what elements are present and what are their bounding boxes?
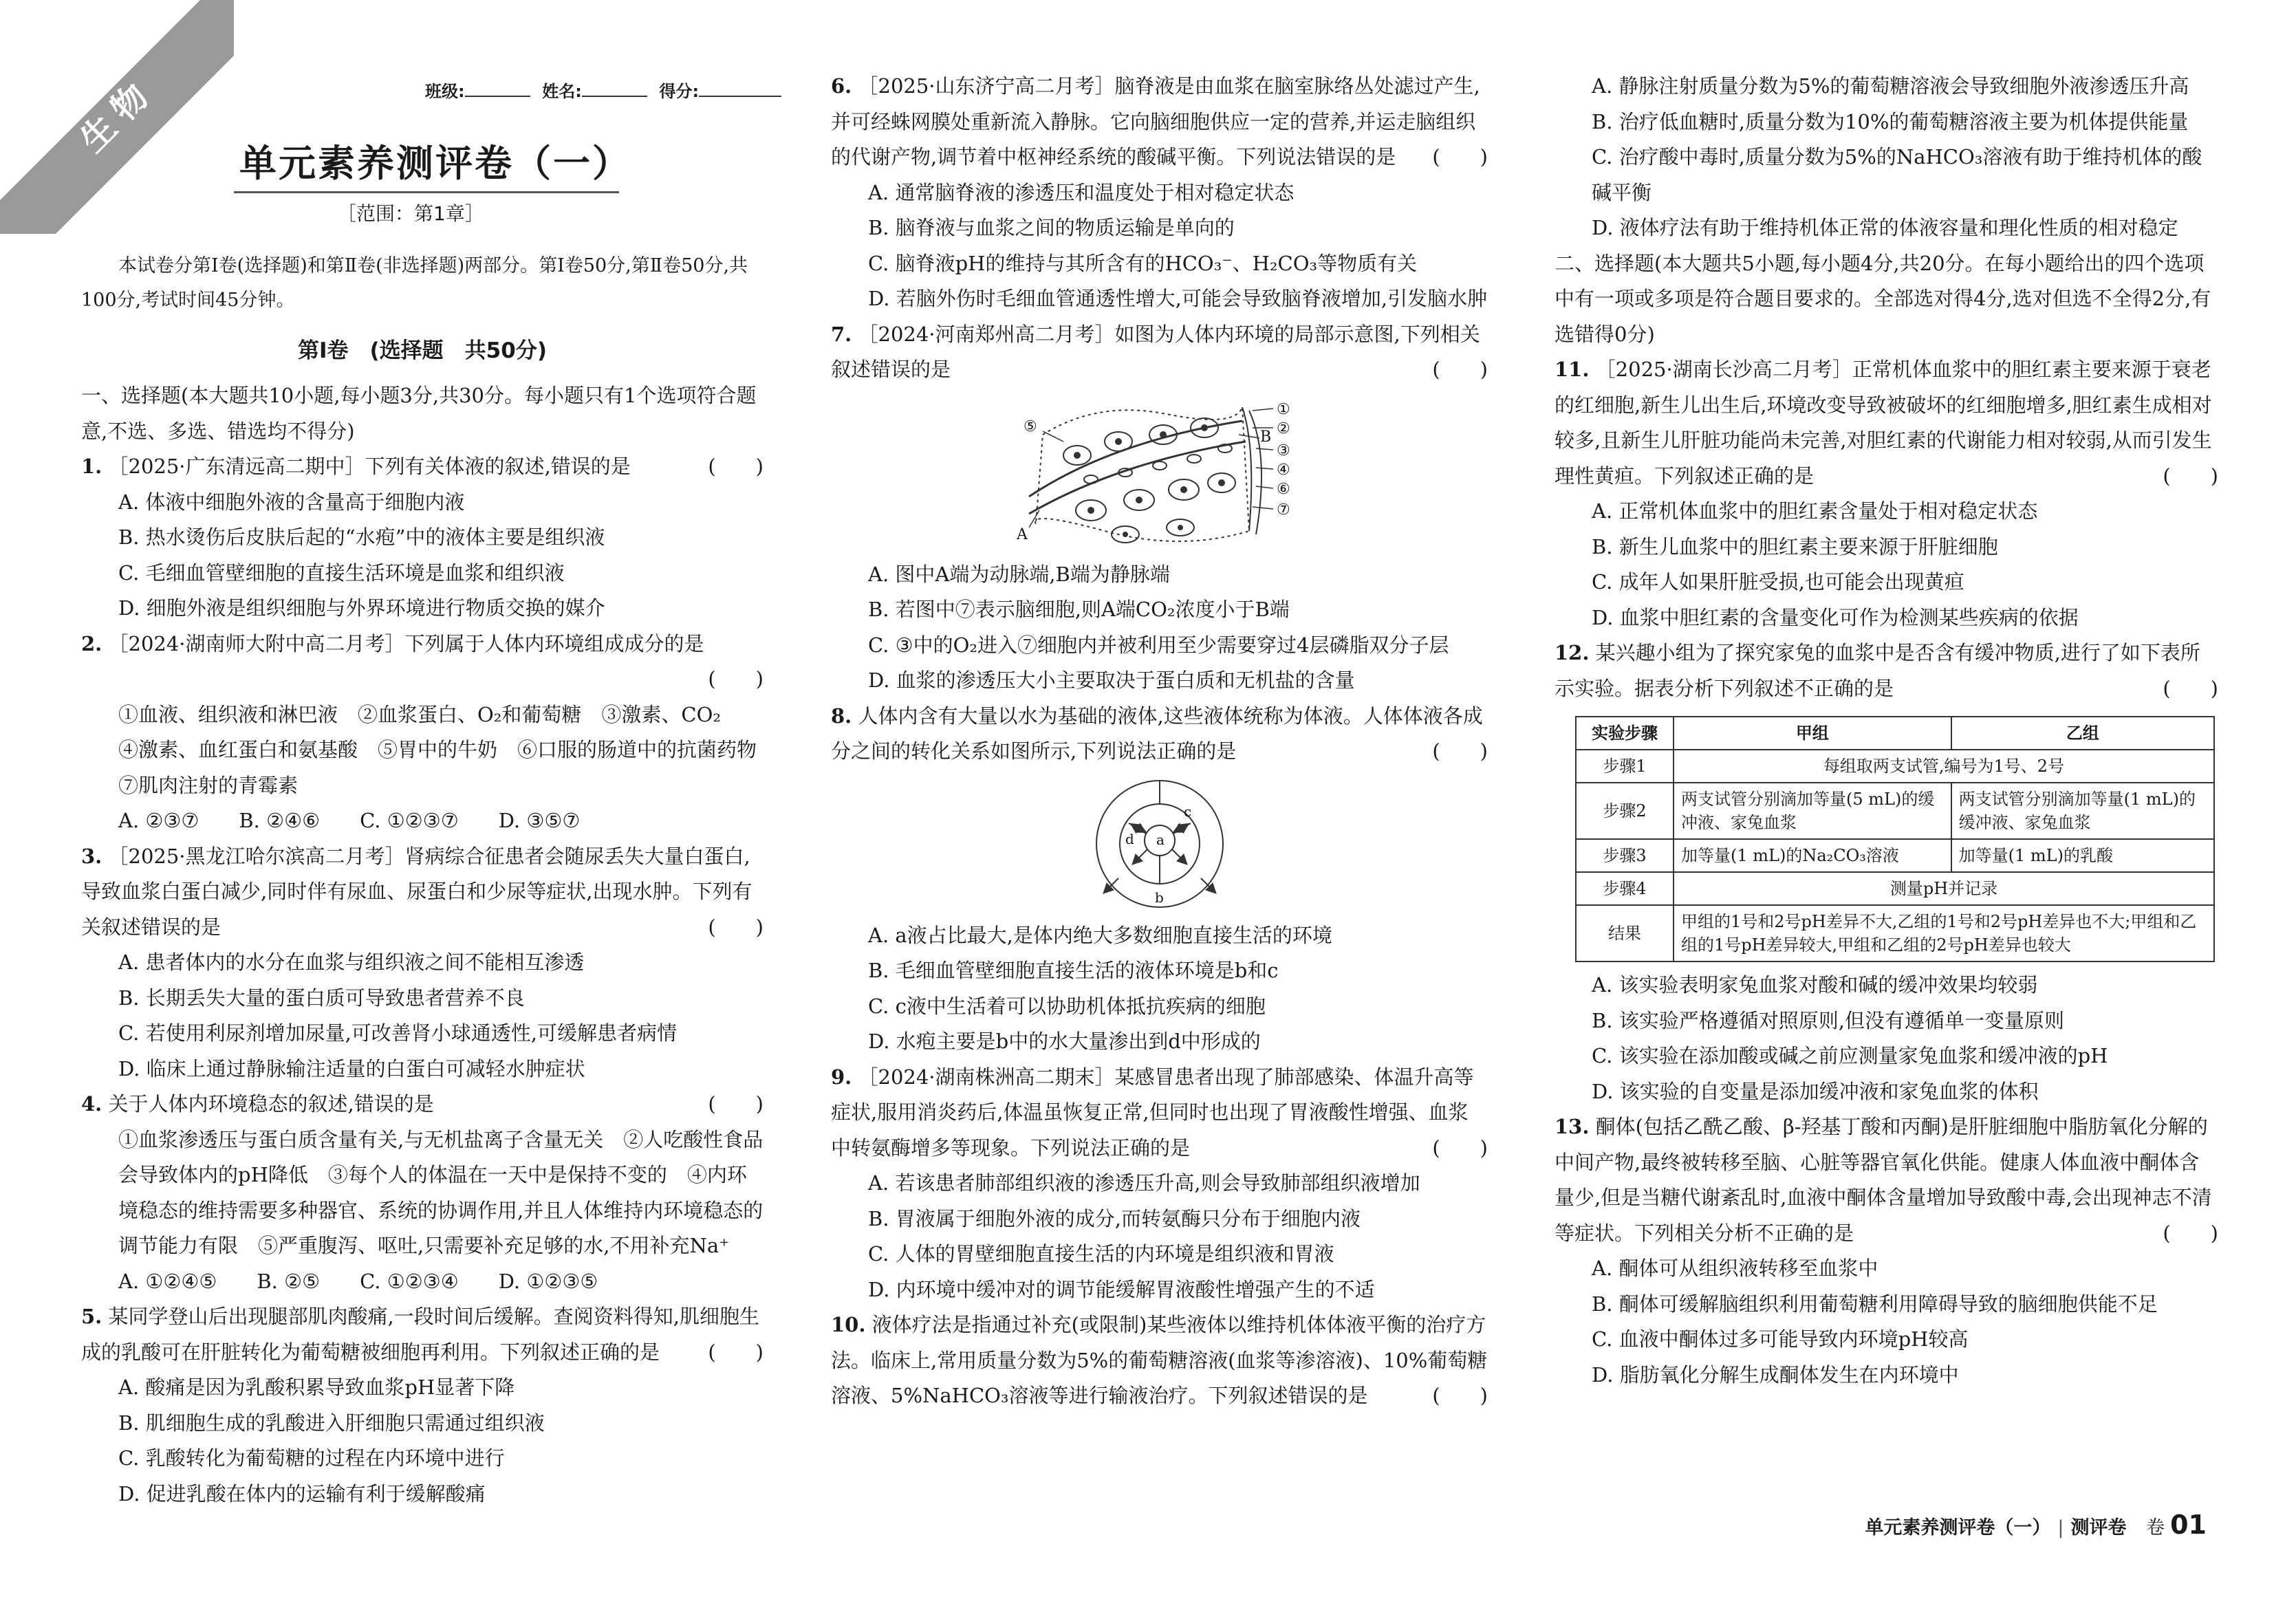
fig7-label-b: B xyxy=(1259,428,1271,446)
q3-answer-blank[interactable]: ( ) xyxy=(708,915,763,939)
table-cell: 测量pH并记录 xyxy=(1674,872,2214,905)
q8-option-c[interactable]: C. c液中生活着可以协助机体抵抗疾病的细胞 xyxy=(868,994,1266,1018)
title-rule xyxy=(234,191,619,193)
question-8 xyxy=(831,699,1488,1060)
q13-option-a[interactable]: A. 酮体可从组织液转移至血浆中 xyxy=(1592,1257,1878,1280)
q9-option-d[interactable]: D. 内环境中缓冲对的调节能缓解胃液酸性增强产生的不适 xyxy=(868,1277,1375,1301)
q6-num: 6. xyxy=(831,74,852,98)
table-cell-step: 步骤3 xyxy=(1576,839,1674,872)
q9-answer-blank[interactable]: ( ) xyxy=(1432,1136,1488,1160)
table-cell-step: 结果 xyxy=(1576,905,1674,961)
q12-option-a[interactable]: A. 该实验表明家兔血浆对酸和碱的缓冲效果均较弱 xyxy=(1592,973,2038,997)
table-cell: 加等量(1 mL)的Na₂CO₃溶液 xyxy=(1674,839,1951,872)
q13-option-d[interactable]: D. 脂肪氧化分解生成酮体发生在内环境中 xyxy=(1592,1362,1959,1387)
q3-option-b[interactable]: B. 长期丢失大量的蛋白质可导致患者营养不良 xyxy=(118,986,525,1010)
section-2-title: 二、选择题(本大题共5小题,每小题4分,共20分。在每小题给出的四个选项中有一项或多项是符合题目要求的。全部选对得4分,选对但选不全得2分,有选错得0分) xyxy=(1555,251,2211,346)
q13-stem: 酮体(包括乙酰乙酸、β-羟基丁酸和丙酮)是肝脏细胞中脂肪氧化分解的中间产物,最终被转移至脑、心脏等器官氧化供能。健康人体血液中酮体含量少,但是当糖代谢紊乱时,血液中酮体含量增加导致酸中毒,会出现神志不清等症状。下列相关分析不正确的是 xyxy=(1555,1115,2212,1245)
q5-option-a[interactable]: A. 酸痛是因为乳酸积累导致血浆pH显著下降 xyxy=(118,1376,515,1399)
q7-option-d[interactable]: D. 血浆的渗透压大小主要取决于蛋白质和无机盐的含量 xyxy=(868,669,1355,692)
q3-source: ［2025·黑龙江哈尔滨高二月考］ xyxy=(108,844,405,868)
question-6 xyxy=(831,69,1488,317)
q1-source: ［2025·广东清远高二期中］ xyxy=(108,455,365,478)
footer-roll: 卷 xyxy=(2146,1517,2165,1539)
page-title: 单元素养测评卷（一） xyxy=(239,142,631,185)
q4-answer-blank[interactable]: ( ) xyxy=(708,1092,763,1116)
body-fluid-relation-figure xyxy=(1091,775,1228,913)
q7-option-b[interactable]: B. 若图中⑦表示脑细胞,则A端CO₂浓度小于B端 xyxy=(868,598,1290,621)
q10-num: 10. xyxy=(831,1313,866,1336)
fig7-label-3: ③ xyxy=(1276,442,1290,459)
q13-answer-blank[interactable]: ( ) xyxy=(2163,1221,2218,1245)
q11-source: ［2025·湖南长沙高二月考］ xyxy=(1595,358,1852,381)
q5-option-c[interactable]: C. 乳酸转化为葡萄糖的过程在内环境中进行 xyxy=(118,1446,505,1470)
question-10 xyxy=(831,1307,1488,1414)
question-4 xyxy=(81,1087,763,1299)
q3-num: 3. xyxy=(81,844,102,868)
q1-option-b[interactable]: B. 热水烫伤后皮肤后起的“水疱”中的液体主要是组织液 xyxy=(118,525,605,549)
q4-stem: 关于人体内环境稳态的叙述,错误的是 xyxy=(108,1092,434,1116)
q10-answer-blank[interactable]: ( ) xyxy=(1432,1384,1488,1407)
q1-answer-blank[interactable]: ( ) xyxy=(708,455,763,478)
q2-num: 2. xyxy=(81,631,102,655)
q1-option-a[interactable]: A. 体液中细胞外液的含量高于细胞内液 xyxy=(118,490,465,514)
q2-items-2: ④激素、血红蛋白和氨基酸 ⑤胃中的牛奶 ⑥口服的肠道中的抗菌药物 ⑦肌肉注射的青霉素 xyxy=(118,738,777,797)
q3-option-c[interactable]: C. 若使用利尿剂增加尿量,可改善肾小球通透性,可缓解患者病情 xyxy=(118,1021,678,1045)
q10-option-c[interactable]: C. 治疗酸中毒时,质量分数为5%的NaHCO₃溶液有助于维持机体的酸碱平衡 xyxy=(1592,145,2202,204)
q8-num: 8. xyxy=(831,704,852,728)
question-5 xyxy=(81,1299,763,1512)
q5-option-b[interactable]: B. 肌细胞生成的乳酸进入肝细胞只需通过组织液 xyxy=(118,1411,545,1435)
footer-title: 单元素养测评卷（一） xyxy=(1865,1517,2051,1539)
q5-option-d[interactable]: D. 促进乳酸在体内的运输有利于缓解酸痛 xyxy=(118,1481,486,1506)
q9-option-b[interactable]: B. 胃液属于细胞外液的成分,而转氨酶只分布于细胞内液 xyxy=(868,1206,1361,1230)
exam-range: ［范围：第1章］ xyxy=(337,202,484,225)
question-1 xyxy=(81,449,763,627)
question-13 xyxy=(1555,1109,2218,1393)
q7-source: ［2024·河南郑州高二月考］ xyxy=(858,322,1115,346)
table-cell: 每组取两支试管,编号为1号、2号 xyxy=(1674,750,2214,783)
table-cell: 两支试管分别滴加等量(5 mL)的缓冲液、家兔血浆 xyxy=(1674,783,1951,839)
q9-option-c[interactable]: C. 人体的胃壁细胞直接生活的内环境是组织液和胃液 xyxy=(868,1242,1334,1265)
q7-option-a[interactable]: A. 图中A端为动脉端,B端为静脉端 xyxy=(868,562,1170,586)
question-7 xyxy=(831,317,1488,699)
question-2 xyxy=(81,627,777,839)
table-header: 甲组 xyxy=(1674,717,1951,750)
q8-option-d[interactable]: D. 水疱主要是b中的水大量渗出到d中形成的 xyxy=(868,1030,1261,1053)
fig7-label-7: ⑦ xyxy=(1276,501,1290,519)
q6-option-a[interactable]: A. 通常脑脊液的渗透压和温度处于相对稳定状态 xyxy=(868,180,1295,204)
fig7-label-2: ② xyxy=(1276,420,1290,437)
q2-options[interactable]: A. ②③⑦ B. ②④⑥ C. ①②③⑦ D. ③⑤⑦ xyxy=(118,809,581,832)
q10-option-b[interactable]: B. 治疗低血糖时,质量分数为10%的葡萄糖溶液主要为机体提供能量 xyxy=(1592,109,2189,133)
q8-answer-blank[interactable]: ( ) xyxy=(1432,739,1488,763)
table-cell-step: 步骤2 xyxy=(1576,783,1674,839)
name-field[interactable] xyxy=(582,96,647,97)
class-field[interactable] xyxy=(465,96,530,97)
question-12 xyxy=(1555,635,2218,1109)
q12-answer-blank[interactable]: ( ) xyxy=(2163,676,2218,700)
q11-stem: 正常机体血浆中的胆红素主要来源于衰老的红细胞,新生儿出生后,环境改变导致被破坏的红细胞增多,胆红素生成相对较多,且新生儿肝脏功能尚未完善,对胆红素的代谢能力相对较弱,从而引发生理性黄疸。下列叙述正确的是 xyxy=(1555,358,2212,488)
q12-option-b[interactable]: B. 该实验严格遵循对照原则,但没有遵循单一变量原则 xyxy=(1592,1008,2064,1032)
table-cell-step: 步骤1 xyxy=(1576,750,1674,783)
fig8-label-c: c xyxy=(1183,803,1191,820)
subject-corner-tab xyxy=(0,0,234,234)
q2-source: ［2024·湖南师大附中高二月考］ xyxy=(108,631,405,655)
exam-intro: 本试卷分第Ⅰ卷(选择题)和第Ⅱ卷(非选择题)两部分。第Ⅰ卷50分,第Ⅱ卷50分,共100分,考试时间45分钟。 xyxy=(81,255,748,311)
q6-source: ［2025·山东济宁高二月考］ xyxy=(858,74,1115,98)
q7-num: 7. xyxy=(831,322,852,346)
q12-option-c[interactable]: C. 该实验在添加酸或碱之前应测量家兔血浆和缓冲液的pH xyxy=(1592,1044,2108,1067)
column-1-body xyxy=(81,378,777,1512)
q8-option-a[interactable]: A. a液占比最大,是体内绝大多数细胞直接生活的环境 xyxy=(868,923,1332,947)
table-row xyxy=(1576,872,2214,905)
page-number: 01 xyxy=(2170,1510,2207,1540)
fig7-label-a: A xyxy=(1016,525,1028,543)
q3-option-a[interactable]: A. 患者体内的水分在血浆与组织液之间不能相互渗透 xyxy=(118,950,585,974)
q1-option-d[interactable]: D. 细胞外液是组织细胞与外界环境进行物质交换的媒介 xyxy=(118,596,605,620)
question-9 xyxy=(831,1060,1488,1308)
q6-stem: 脑脊液是由血浆在脑室脉络丛处滤过产生,并可经蛛网膜处重新流入静脉。它向脑细胞供应一定的营养,并运走脑组织的代谢产物,调节着中枢神经系统的酸碱平衡。下列说法错误的是 xyxy=(831,74,1480,169)
q4-num: 4. xyxy=(81,1092,102,1116)
question-3 xyxy=(81,839,763,1087)
column-2 xyxy=(831,69,1488,1414)
q6-answer-blank[interactable]: ( ) xyxy=(1432,145,1488,169)
q5-stem: 某同学登山后出现腿部肌肉酸痛,一段时间后缓解。查阅资料得知,肌细胞生成的乳酸可在肝脏转化为葡萄糖被细胞再利用。下列叙述正确的是 xyxy=(81,1305,759,1364)
q12-stem: 某兴趣小组为了探究家兔的血浆中是否含有缓冲物质,进行了如下表所示实验。据表分析下列叙述不正确的是 xyxy=(1555,641,2200,700)
fig8-label-b: b xyxy=(1154,889,1164,906)
q12-option-d[interactable]: D. 该实验的自变量是添加缓冲液和家兔血浆的体积 xyxy=(1592,1079,2039,1103)
q2-answer-blank[interactable]: ( ) xyxy=(708,667,763,691)
score-field[interactable] xyxy=(699,96,781,97)
q8-stem: 人体内含有大量以水为基础的液体,这些液体统称为体液。人体体液各成分之间的转化关系如图所示,下列说法正确的是 xyxy=(831,704,1483,763)
subject-band xyxy=(0,0,234,234)
q11-option-c[interactable]: C. 成年人如果肝脏受损,也可能会出现黄疸 xyxy=(1592,570,1964,594)
section-1-title: 一、选择题(本大题共10小题,每小题3分,共30分。每小题只有1个选项符合题意,不选、多选、错选均不得分) xyxy=(81,384,757,443)
q1-stem: 下列有关体液的叙述,错误的是 xyxy=(365,455,631,478)
table-row xyxy=(1576,905,2214,961)
q3-stem: 肾病综合征患者会随尿丢失大量白蛋白,导致血浆白蛋白减少,同时伴有尿血、尿蛋白和少尿等症状,出现水肿。下列有关叙述错误的是 xyxy=(81,844,752,939)
q13-option-c[interactable]: C. 血液中酮体过多可能导致内环境pH较高 xyxy=(1592,1327,1969,1351)
fig8-label-d: d xyxy=(1125,830,1134,847)
table-cell: 加等量(1 mL)的乳酸 xyxy=(1951,839,2214,872)
q11-option-d[interactable]: D. 血浆中胆红素的含量变化可作为检测某些疾病的依据 xyxy=(1592,605,2079,629)
score-label: 得分: xyxy=(659,82,700,101)
column-3 xyxy=(1555,69,2218,1393)
table-cell: 两支试管分别滴加等量(1 mL)的缓冲液、家兔血浆 xyxy=(1951,783,2214,839)
part1-title: 第Ⅰ卷 (选择题 共50分) xyxy=(297,338,547,363)
footer-label: 测评卷 xyxy=(2070,1517,2127,1539)
q11-option-b[interactable]: B. 新生儿血浆中的胆红素主要来源于肝脏细胞 xyxy=(1592,534,1998,558)
q6-option-d[interactable]: D. 若脑外伤时毛细血管通透性增大,可能会导致脑脊液增加,引发脑水肿 xyxy=(868,287,1488,310)
q5-num: 5. xyxy=(81,1305,102,1328)
q9-num: 9. xyxy=(831,1065,852,1089)
q1-num: 1. xyxy=(81,455,102,478)
q3-option-d[interactable]: D. 临床上通过静脉输注适量的白蛋白可减轻水肿症状 xyxy=(118,1056,585,1080)
q6-option-b[interactable]: B. 脑脊液与血浆之间的物质运输是单向的 xyxy=(868,216,1235,239)
table-header: 乙组 xyxy=(1951,717,2214,750)
q10-option-d[interactable]: D. 液体疗法有助于维持机体正常的体液容量和理化性质的相对稳定 xyxy=(1592,216,2178,239)
q7-option-c[interactable]: C. ③中的O₂进入⑦细胞内并被利用至少需要穿过4层磷脂双分子层 xyxy=(868,633,1449,657)
q4-options[interactable]: A. ①②④⑤ B. ②⑤ C. ①②③④ D. ①②③⑤ xyxy=(118,1269,598,1293)
fig8-label-a: a xyxy=(1156,831,1165,848)
q10-stem: 液体疗法是指通过补充(或限制)某些液体以维持机体体液平衡的治疗方法。临床上,常用质量分数为5%的葡萄糖溶液(血浆等渗溶液)、10%葡萄糖溶液、5%NaHCO₃溶液等进行输液治疗。下列叙述错误的是 xyxy=(831,1313,1488,1407)
q7-answer-blank[interactable]: ( ) xyxy=(1432,358,1488,381)
q2-items-1: ①血液、组织液和淋巴液 ②血浆蛋白、O₂和葡萄糖 ③激素、CO₂ xyxy=(118,702,721,726)
q11-option-a[interactable]: A. 正常机体血浆中的胆红素含量处于相对稳定状态 xyxy=(1592,499,2038,523)
fig7-label-5: ⑤ xyxy=(1023,417,1037,435)
table-row xyxy=(1576,839,2214,872)
page-footer: 单元素养测评卷（一） | 测评卷 卷 01 xyxy=(1865,1510,2207,1540)
q7-stem: 如图为人体内环境的局部示意图,下列相关叙述错误的是 xyxy=(831,322,1480,381)
table-cell-step: 步骤4 xyxy=(1576,872,1674,905)
table-cell: 甲组的1号和2号pH差异不大,乙组的1号和2号pH差异也不大;甲组和乙组的1号pH差异较大,甲组和乙组的2号pH差异也较大 xyxy=(1674,905,2214,961)
question-10-options xyxy=(1555,69,2218,246)
q13-num: 13. xyxy=(1555,1115,1590,1138)
table-row xyxy=(1576,783,2214,839)
q10-option-a[interactable]: A. 静脉注射质量分数为5%的葡萄糖溶液会导致细胞外液渗透压升高 xyxy=(1592,74,2189,98)
experiment-table xyxy=(1575,716,2215,962)
name-label: 姓名: xyxy=(542,82,582,101)
question-11 xyxy=(1555,352,2218,635)
q4-items: ①血浆渗透压与蛋白质含量有关,与无机盐离子含量无关 ②人吃酸性食品会导致体内的pH降低 ③每个人的体温在一天中是保持不变的 ④内环境稳态的维持需要多种器官、系统的协调作用,并且人体维持内环境稳态的调节能力有限 ⑤严重腹泻、呕吐,只需要补充足够的水,不用补充Na⁺ xyxy=(118,1127,763,1257)
fig7-label-4: ④ xyxy=(1276,461,1290,479)
subject-label: 生物 xyxy=(72,69,163,160)
table-row xyxy=(1576,750,2214,783)
q6-option-c[interactable]: C. 脑脊液pH的维持与其所含有的HCO₃⁻、H₂CO₃等物质有关 xyxy=(868,251,1418,275)
q2-stem: 下列属于人体内环境组成成分的是 xyxy=(404,631,704,655)
student-info-line xyxy=(425,74,788,110)
q9-option-a[interactable]: A. 若该患者肺部组织液的渗透压升高,则会导致肺部组织液增加 xyxy=(868,1171,1420,1195)
q12-num: 12. xyxy=(1555,641,1590,664)
q11-num: 11. xyxy=(1555,358,1590,381)
table-header-row xyxy=(1576,717,2214,750)
q1-option-c[interactable]: C. 毛细血管壁细胞的直接生活环境是血浆和组织液 xyxy=(118,561,565,585)
q8-option-b[interactable]: B. 毛细血管壁细胞直接生活的液体环境是b和c xyxy=(868,959,1279,982)
class-label: 班级: xyxy=(425,82,465,101)
fig7-label-6: ⑥ xyxy=(1276,480,1290,498)
q13-option-b[interactable]: B. 酮体可缓解脑组织利用葡萄糖利用障碍导致的脑细胞供能不足 xyxy=(1592,1292,2158,1316)
fig7-label-1: ① xyxy=(1276,400,1290,418)
q9-source: ［2024·湖南株洲高二期末］ xyxy=(858,1065,1115,1089)
table-header: 实验步骤 xyxy=(1576,717,1674,750)
q9-stem: 某感冒患者出现了肺部感染、体温升高等症状,服用消炎药后,体温虽恢复正常,但同时也出现了胃液酸性增强、血浆中转氨酶增多等现象。下列说法正确的是 xyxy=(831,1065,1474,1160)
internal-environment-figure xyxy=(1015,393,1304,552)
q11-answer-blank[interactable]: ( ) xyxy=(2163,464,2218,488)
q5-answer-blank[interactable]: ( ) xyxy=(708,1340,763,1364)
